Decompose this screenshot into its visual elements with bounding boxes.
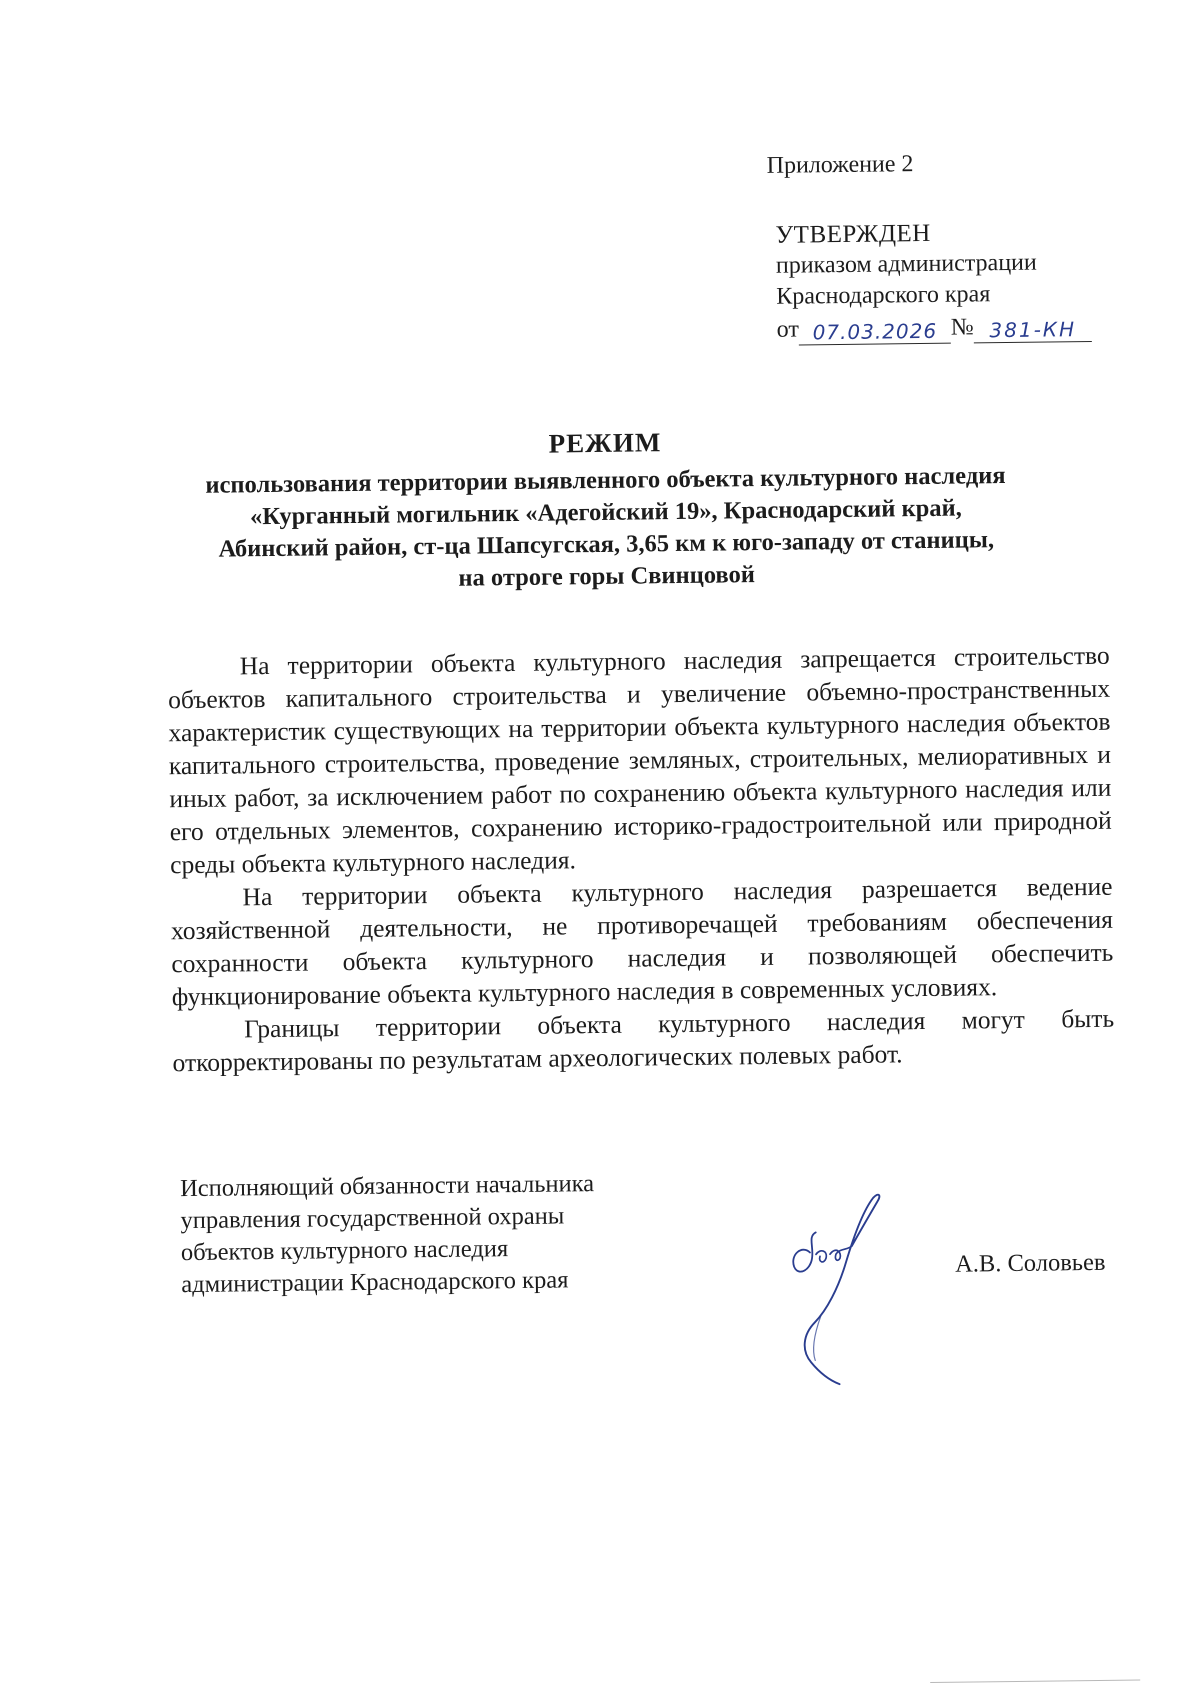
body-paragraph-permissions: На территории объекта культурного наследия разрешается ведение хозяйственной деятельности, не противоречащей требованиям обеспечения сохранности объекта культурного наследия и позволяющей обеспечить функционирование объекта культурного наследия в современных условиях. — [170, 871, 1114, 1012]
title-line: на отроге горы Свинцовой — [458, 561, 756, 592]
handwritten-signature — [779, 1191, 901, 1392]
title-line: использования территории выявленного объекта культурного наследия — [205, 462, 1006, 499]
signer-position-line: Исполняющий обязанности начальника — [179, 1170, 595, 1203]
title-line: Абинский район, ст-ца Шапсугская, 3,65 км к юго-западу от станицы, — [218, 526, 995, 563]
annex-label: Приложение 2 — [766, 151, 914, 179]
document-body — [168, 639, 1115, 1079]
order-from-label: от — [776, 316, 799, 343]
body-paragraph-prohibitions: На территории объекта культурного наследия запрещается строительство объектов капитального строительства и увеличение объемно-пространственных характеристик существующих на территории объекта культурного наследия объектов капитального строительства, проведение земляных, строительных, мелиоративных и иных работ, за исключением работ по сохранению объекта культурного наследия или его отдельных элементов, сохранению историко-градостроительной или природной среды объекта культурного наследия. — [167, 640, 1112, 880]
approval-stamp-block — [775, 216, 1092, 346]
signer-position-line: управления государственной охраны — [180, 1202, 565, 1235]
approval-title: УТВЕРЖДЕН — [775, 219, 931, 249]
title-main: РЕЖИМ — [548, 427, 662, 459]
approval-line-2: Краснодарского края — [776, 281, 991, 310]
order-number-label: № — [950, 314, 974, 341]
signer-position-line: администрации Краснодарского края — [181, 1266, 569, 1299]
order-date-handwritten: 07.03.2026 — [799, 319, 951, 346]
body-paragraph-boundaries: Границы территории объекта культурного наследия могут быть откорректированы по результатам археологических полевых работ. — [172, 1003, 1115, 1078]
document-title — [145, 421, 1067, 598]
title-line: «Курганный могильник «Адегойский 19», Краснодарский край, — [249, 494, 962, 531]
order-date-number-line — [776, 311, 1091, 346]
signer-position — [180, 1168, 596, 1301]
signer-position-line: объектов культурного наследия — [180, 1235, 509, 1267]
signer-name: А.В. Соловьев — [954, 1248, 1106, 1278]
approval-line-1: приказом администрации — [775, 249, 1037, 279]
order-number-handwritten: 381-КН — [974, 317, 1092, 343]
scan-edge-line — [930, 1679, 1140, 1683]
